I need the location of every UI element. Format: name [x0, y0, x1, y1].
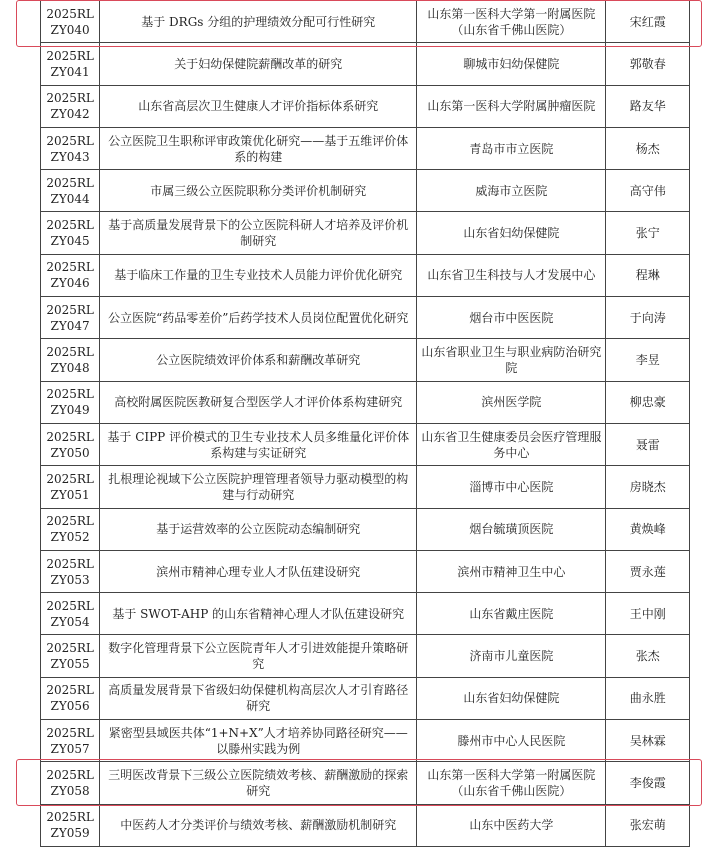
project-title-cell: 中医药人才分类评价与绩效考核、薪酬激励机制研究: [100, 804, 417, 846]
project-title-cell: 基于 SWOT-AHP 的山东省精神心理人才队伍建设研究: [100, 593, 417, 635]
table-row: [41, 720, 690, 762]
organization-cell: 山东省职业卫生与职业病防治研究院: [417, 339, 606, 381]
table-row: [41, 423, 690, 465]
principal-cell: 张宏萌: [606, 804, 690, 846]
project-code-cell: 2025RL ZY053: [41, 550, 100, 592]
project-title-cell: 公立医院“药品零差价”后药学技术人员岗位配置优化研究: [100, 297, 417, 339]
principal-cell: 王中刚: [606, 593, 690, 635]
principal-cell: 张杰: [606, 635, 690, 677]
table-row: [41, 804, 690, 846]
project-code-cell: 2025RL ZY059: [41, 804, 100, 846]
principal-cell: 柳忠豪: [606, 381, 690, 423]
project-table: [40, 0, 690, 847]
table-row: [41, 170, 690, 212]
organization-cell: 青岛市市立医院: [417, 127, 606, 169]
organization-cell: 滨州医学院: [417, 381, 606, 423]
project-title-cell: 关于妇幼保健院薪酬改革的研究: [100, 43, 417, 85]
principal-cell: 于向涛: [606, 297, 690, 339]
project-title-cell: 基于 CIPP 评价模式的卫生专业技术人员多维量化评价体系构建与实证研究: [100, 423, 417, 465]
organization-cell: 山东中医药大学: [417, 804, 606, 846]
organization-cell: 烟台市中医医院: [417, 297, 606, 339]
principal-cell: 宋红霞: [606, 1, 690, 43]
table-row: [41, 635, 690, 677]
project-code-cell: 2025RL ZY044: [41, 170, 100, 212]
project-title-cell: 基于高质量发展背景下的公立医院科研人才培养及评价机制研究: [100, 212, 417, 254]
project-code-cell: 2025RL ZY057: [41, 720, 100, 762]
table-row: [41, 212, 690, 254]
project-title-cell: 基于运营效率的公立医院动态编制研究: [100, 508, 417, 550]
principal-cell: 聂雷: [606, 423, 690, 465]
organization-cell: 山东省妇幼保健院: [417, 677, 606, 719]
project-title-cell: 紧密型县域医共体“1+N+X”人才培养协同路径研究——以滕州实践为例: [100, 720, 417, 762]
project-code-cell: 2025RL ZY049: [41, 381, 100, 423]
project-code-cell: 2025RL ZY056: [41, 677, 100, 719]
project-code-cell: 2025RL ZY055: [41, 635, 100, 677]
table-row: [41, 677, 690, 719]
project-title-cell: 三明医改背景下三级公立医院绩效考核、薪酬激励的探索研究: [100, 762, 417, 804]
project-code-cell: 2025RL ZY047: [41, 297, 100, 339]
project-code-cell: 2025RL ZY050: [41, 423, 100, 465]
project-code-cell: 2025RL ZY042: [41, 85, 100, 127]
table-row: [41, 1, 690, 43]
table-row: [41, 508, 690, 550]
project-title-cell: 高质量发展背景下省级妇幼保健机构高层次人才引育路径研究: [100, 677, 417, 719]
project-code-cell: 2025RL ZY058: [41, 762, 100, 804]
principal-cell: 贾永莲: [606, 550, 690, 592]
organization-cell: 淄博市中心医院: [417, 466, 606, 508]
project-title-cell: 山东省高层次卫生健康人才评价指标体系研究: [100, 85, 417, 127]
project-title-cell: 高校附属医院医教研复合型医学人才评价体系构建研究: [100, 381, 417, 423]
organization-cell: 山东省妇幼保健院: [417, 212, 606, 254]
organization-cell: 山东第一医科大学第一附属医院（山东省千佛山医院）: [417, 762, 606, 804]
project-code-cell: 2025RL ZY043: [41, 127, 100, 169]
project-code-cell: 2025RL ZY040: [41, 1, 100, 43]
principal-cell: 李俊霞: [606, 762, 690, 804]
organization-cell: 山东省戴庄医院: [417, 593, 606, 635]
project-code-cell: 2025RL ZY041: [41, 43, 100, 85]
principal-cell: 路友华: [606, 85, 690, 127]
project-title-cell: 市属三级公立医院职称分类评价机制研究: [100, 170, 417, 212]
organization-cell: 山东第一医科大学第一附属医院（山东省千佛山医院）: [417, 1, 606, 43]
organization-cell: 滨州市精神卫生中心: [417, 550, 606, 592]
project-title-cell: 公立医院绩效评价体系和薪酬改革研究: [100, 339, 417, 381]
project-code-cell: 2025RL ZY051: [41, 466, 100, 508]
principal-cell: 程琳: [606, 254, 690, 296]
table-row: [41, 593, 690, 635]
principal-cell: 高守伟: [606, 170, 690, 212]
principal-cell: 吴林霖: [606, 720, 690, 762]
organization-cell: 山东第一医科大学附属肿瘤医院: [417, 85, 606, 127]
organization-cell: 聊城市妇幼保健院: [417, 43, 606, 85]
principal-cell: 房晓杰: [606, 466, 690, 508]
organization-cell: 威海市立医院: [417, 170, 606, 212]
project-title-cell: 数字化管理背景下公立医院青年人才引进效能提升策略研究: [100, 635, 417, 677]
table-row: [41, 762, 690, 804]
table-row: [41, 254, 690, 296]
project-code-cell: 2025RL ZY048: [41, 339, 100, 381]
organization-cell: 山东省卫生科技与人才发展中心: [417, 254, 606, 296]
table-row: [41, 381, 690, 423]
project-title-cell: 滨州市精神心理专业人才队伍建设研究: [100, 550, 417, 592]
table-row: [41, 85, 690, 127]
organization-cell: 山东省卫生健康委员会医疗管理服务中心: [417, 423, 606, 465]
project-title-cell: 基于临床工作量的卫生专业技术人员能力评价优化研究: [100, 254, 417, 296]
project-code-cell: 2025RL ZY045: [41, 212, 100, 254]
project-title-cell: 公立医院卫生职称评审政策优化研究——基于五维评价体系的构建: [100, 127, 417, 169]
project-title-cell: 基于 DRGs 分组的护理绩效分配可行性研究: [100, 1, 417, 43]
table-row: [41, 339, 690, 381]
principal-cell: 李昱: [606, 339, 690, 381]
table-row: [41, 550, 690, 592]
table-row: [41, 43, 690, 85]
organization-cell: 滕州市中心人民医院: [417, 720, 606, 762]
principal-cell: 曲永胜: [606, 677, 690, 719]
project-code-cell: 2025RL ZY046: [41, 254, 100, 296]
principal-cell: 杨杰: [606, 127, 690, 169]
principal-cell: 郭敬春: [606, 43, 690, 85]
organization-cell: 济南市儿童医院: [417, 635, 606, 677]
project-code-cell: 2025RL ZY054: [41, 593, 100, 635]
table-row: [41, 466, 690, 508]
principal-cell: 张宁: [606, 212, 690, 254]
project-title-cell: 扎根理论视域下公立医院护理管理者领导力驱动模型的构建与行动研究: [100, 466, 417, 508]
table-row: [41, 127, 690, 169]
table-row: [41, 297, 690, 339]
organization-cell: 烟台毓璜顶医院: [417, 508, 606, 550]
principal-cell: 黄焕峰: [606, 508, 690, 550]
project-code-cell: 2025RL ZY052: [41, 508, 100, 550]
